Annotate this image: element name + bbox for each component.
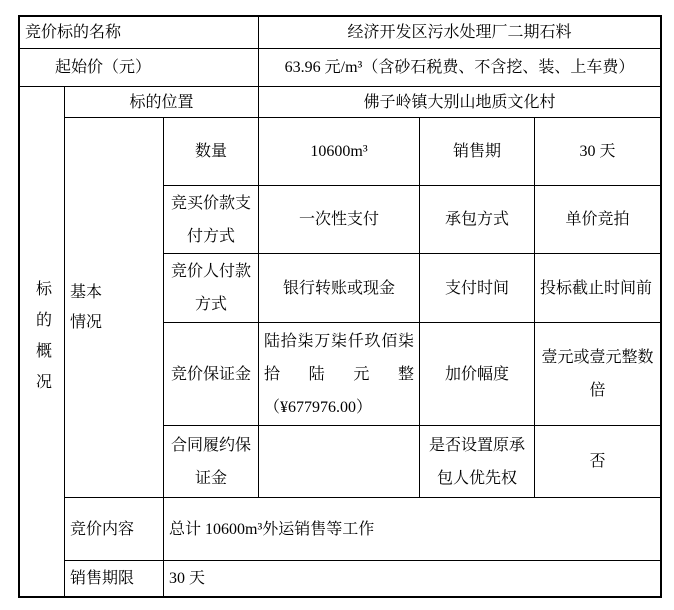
deposit-value-text: 陆拾柒万柒仟玖佰柒拾陆元整（¥677976.00）: [264, 332, 414, 416]
sales-term-label: 销售期限: [65, 561, 164, 596]
payment-time-label: 支付时间: [420, 254, 535, 323]
payer-method-label: 竞价人付款方式: [164, 254, 259, 323]
sales-period-label: 销售期: [420, 118, 535, 186]
location-label: 标的位置: [65, 87, 259, 118]
payment-method-label: 竞买价款支付方式: [164, 186, 259, 254]
deposit-label: 竞价保证金: [164, 323, 259, 426]
basic-info-header-text: 基本情况: [70, 283, 103, 331]
priority-right-label: 是否设置原承包人优先权: [420, 426, 535, 498]
performance-bond-label: 合同履约保证金: [164, 426, 259, 498]
bid-content-value: 总计 10600m³外运销售等工作: [164, 498, 660, 561]
bid-name-label: 竞价标的名称: [20, 17, 259, 49]
start-price-value: 63.96 元/m³（含砂石税费、不含挖、装、上车费）: [259, 49, 660, 87]
payment-time-value-text: 投标截止时间前: [540, 279, 653, 297]
contract-mode-label: 承包方式: [420, 186, 535, 254]
priority-right-value: 否: [535, 426, 660, 498]
contract-mode-value: 单价竞拍: [535, 186, 660, 254]
start-price-label: 起始价（元）: [20, 49, 259, 87]
payment-time-value: [535, 254, 660, 323]
deposit-value: [259, 323, 420, 426]
location-value: 佛子岭镇大别山地质文化村: [259, 87, 660, 118]
sales-term-value: 30 天: [169, 570, 206, 587]
increment-label: 加价幅度: [420, 323, 535, 426]
sales-period-value: 30 天: [535, 118, 660, 186]
performance-bond-value: [259, 426, 420, 498]
overview-header-text: 标的概况: [33, 279, 51, 404]
bid-content-label: 竞价内容: [65, 498, 164, 561]
bid-info-table: [18, 15, 662, 598]
basic-info-header: [65, 118, 164, 498]
quantity-label: 数量: [164, 118, 259, 186]
payer-method-value: 银行转账或现金: [259, 254, 420, 323]
bid-name-value: 经济开发区污水处理厂二期石料: [259, 17, 660, 49]
payment-method-value: 一次性支付: [259, 186, 420, 254]
increment-value: 壹元或壹元整数倍: [535, 323, 660, 426]
quantity-value: 10600m³: [259, 118, 420, 186]
overview-header: [20, 87, 65, 596]
